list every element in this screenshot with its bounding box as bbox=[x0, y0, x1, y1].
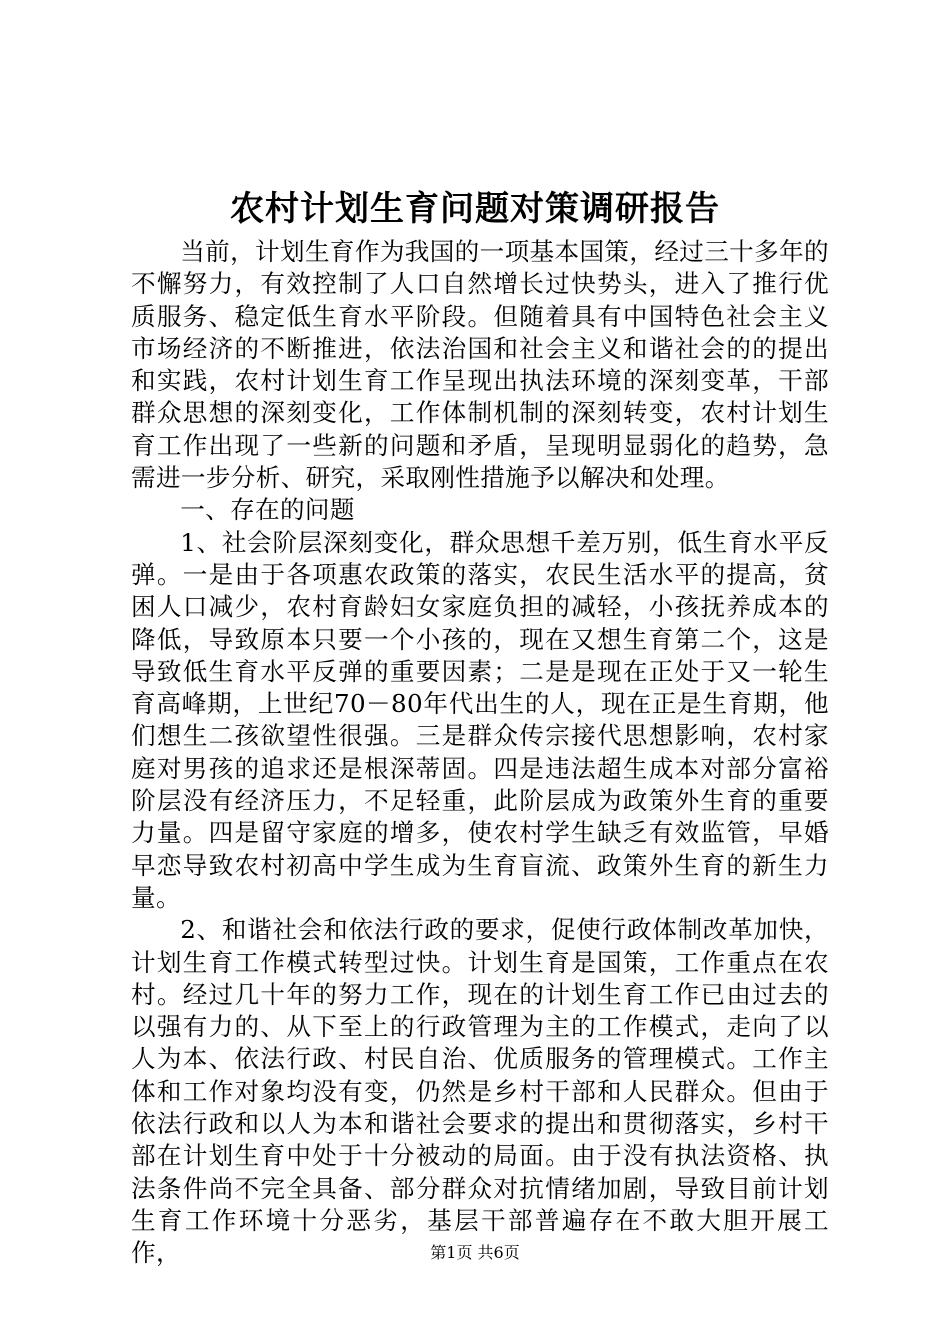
document-body bbox=[131, 236, 829, 1270]
document-title: 农村计划生育问题对策调研报告 bbox=[230, 189, 720, 229]
issue-paragraph-2: 2、和谐社会和依法行政的要求，促使行政体制改革加快，计划生育工作模式转型过快。计划生育是国策，工作重点在农村。经过几十年的努力工作，现在的计划生育工作已由过去的以强有力的、从下至上的行政管理为主的工作模式，走向了以人为本、依法行政、村民自治、优质服务的管理模式。工作主体和工作对象均没有变，仍然是乡村干部和人民群众。但由于依法行政和以人为本和谐社会要求的提出和贯彻落实，乡村干部在计划生育中处于十分被动的局面。由于没有执法资格、执法条件尚不完全具备、部分群众对抗情绪加剧，导致目前计划生育工作环境十分恶劣，基层干部普遍存在不敢大胆开展工作， bbox=[131, 915, 829, 1268]
intro-paragraph: 当前，计划生育作为我国的一项基本国策，经过三十多年的不懈努力，有效控制了人口自然增长过快势头，进入了推行优质服务、稳定低生育水平阶段。但随着具有中国特色社会主义市场经济的不断推进，依法治国和社会主义和谐社会的的提出和实践，农村计划生育工作呈现出执法环境的深刻变革，干部群众思想的深刻变化，工作体制机制的深刻转变，农村计划生育工作出现了一些新的问题和矛盾，呈现明显弱化的趋势，急需进一步分析、研究，采取刚性措施予以解决和处理。 bbox=[131, 237, 829, 493]
page-number-footer: 第1页 共6页 bbox=[430, 1243, 520, 1262]
section-heading: 一、存在的问题 bbox=[180, 495, 355, 525]
issue-paragraph-1: 1、社会阶层深刻变化，群众思想千差万别，低生育水平反弹。一是由于各项惠农政策的落实，农民生活水平的提高，贫困人口减少，农村育龄妇女家庭负担的减轻，小孩抚养成本的降低，导致原本只要一个小孩的，现在又想生育第二个，这是导致低生育水平反弹的重要因素；二是是现在正处于又一轮生育高峰期，上世纪70－80年代出生的人，现在正是生育期，他们想生二孩欲望性很强。三是群众传宗接代思想影响，农村家庭对男孩的追求还是根深蒂固。四是违法超生成本对部分富裕阶层没有经济压力，不足轻重，此阶层成为政策外生育的重要力量。四是留守家庭的增多，使农村学生缺乏有效监管，早婚早恋导致农村初高中学生成为生育盲流、政策外生育的新生力量。 bbox=[131, 527, 829, 912]
